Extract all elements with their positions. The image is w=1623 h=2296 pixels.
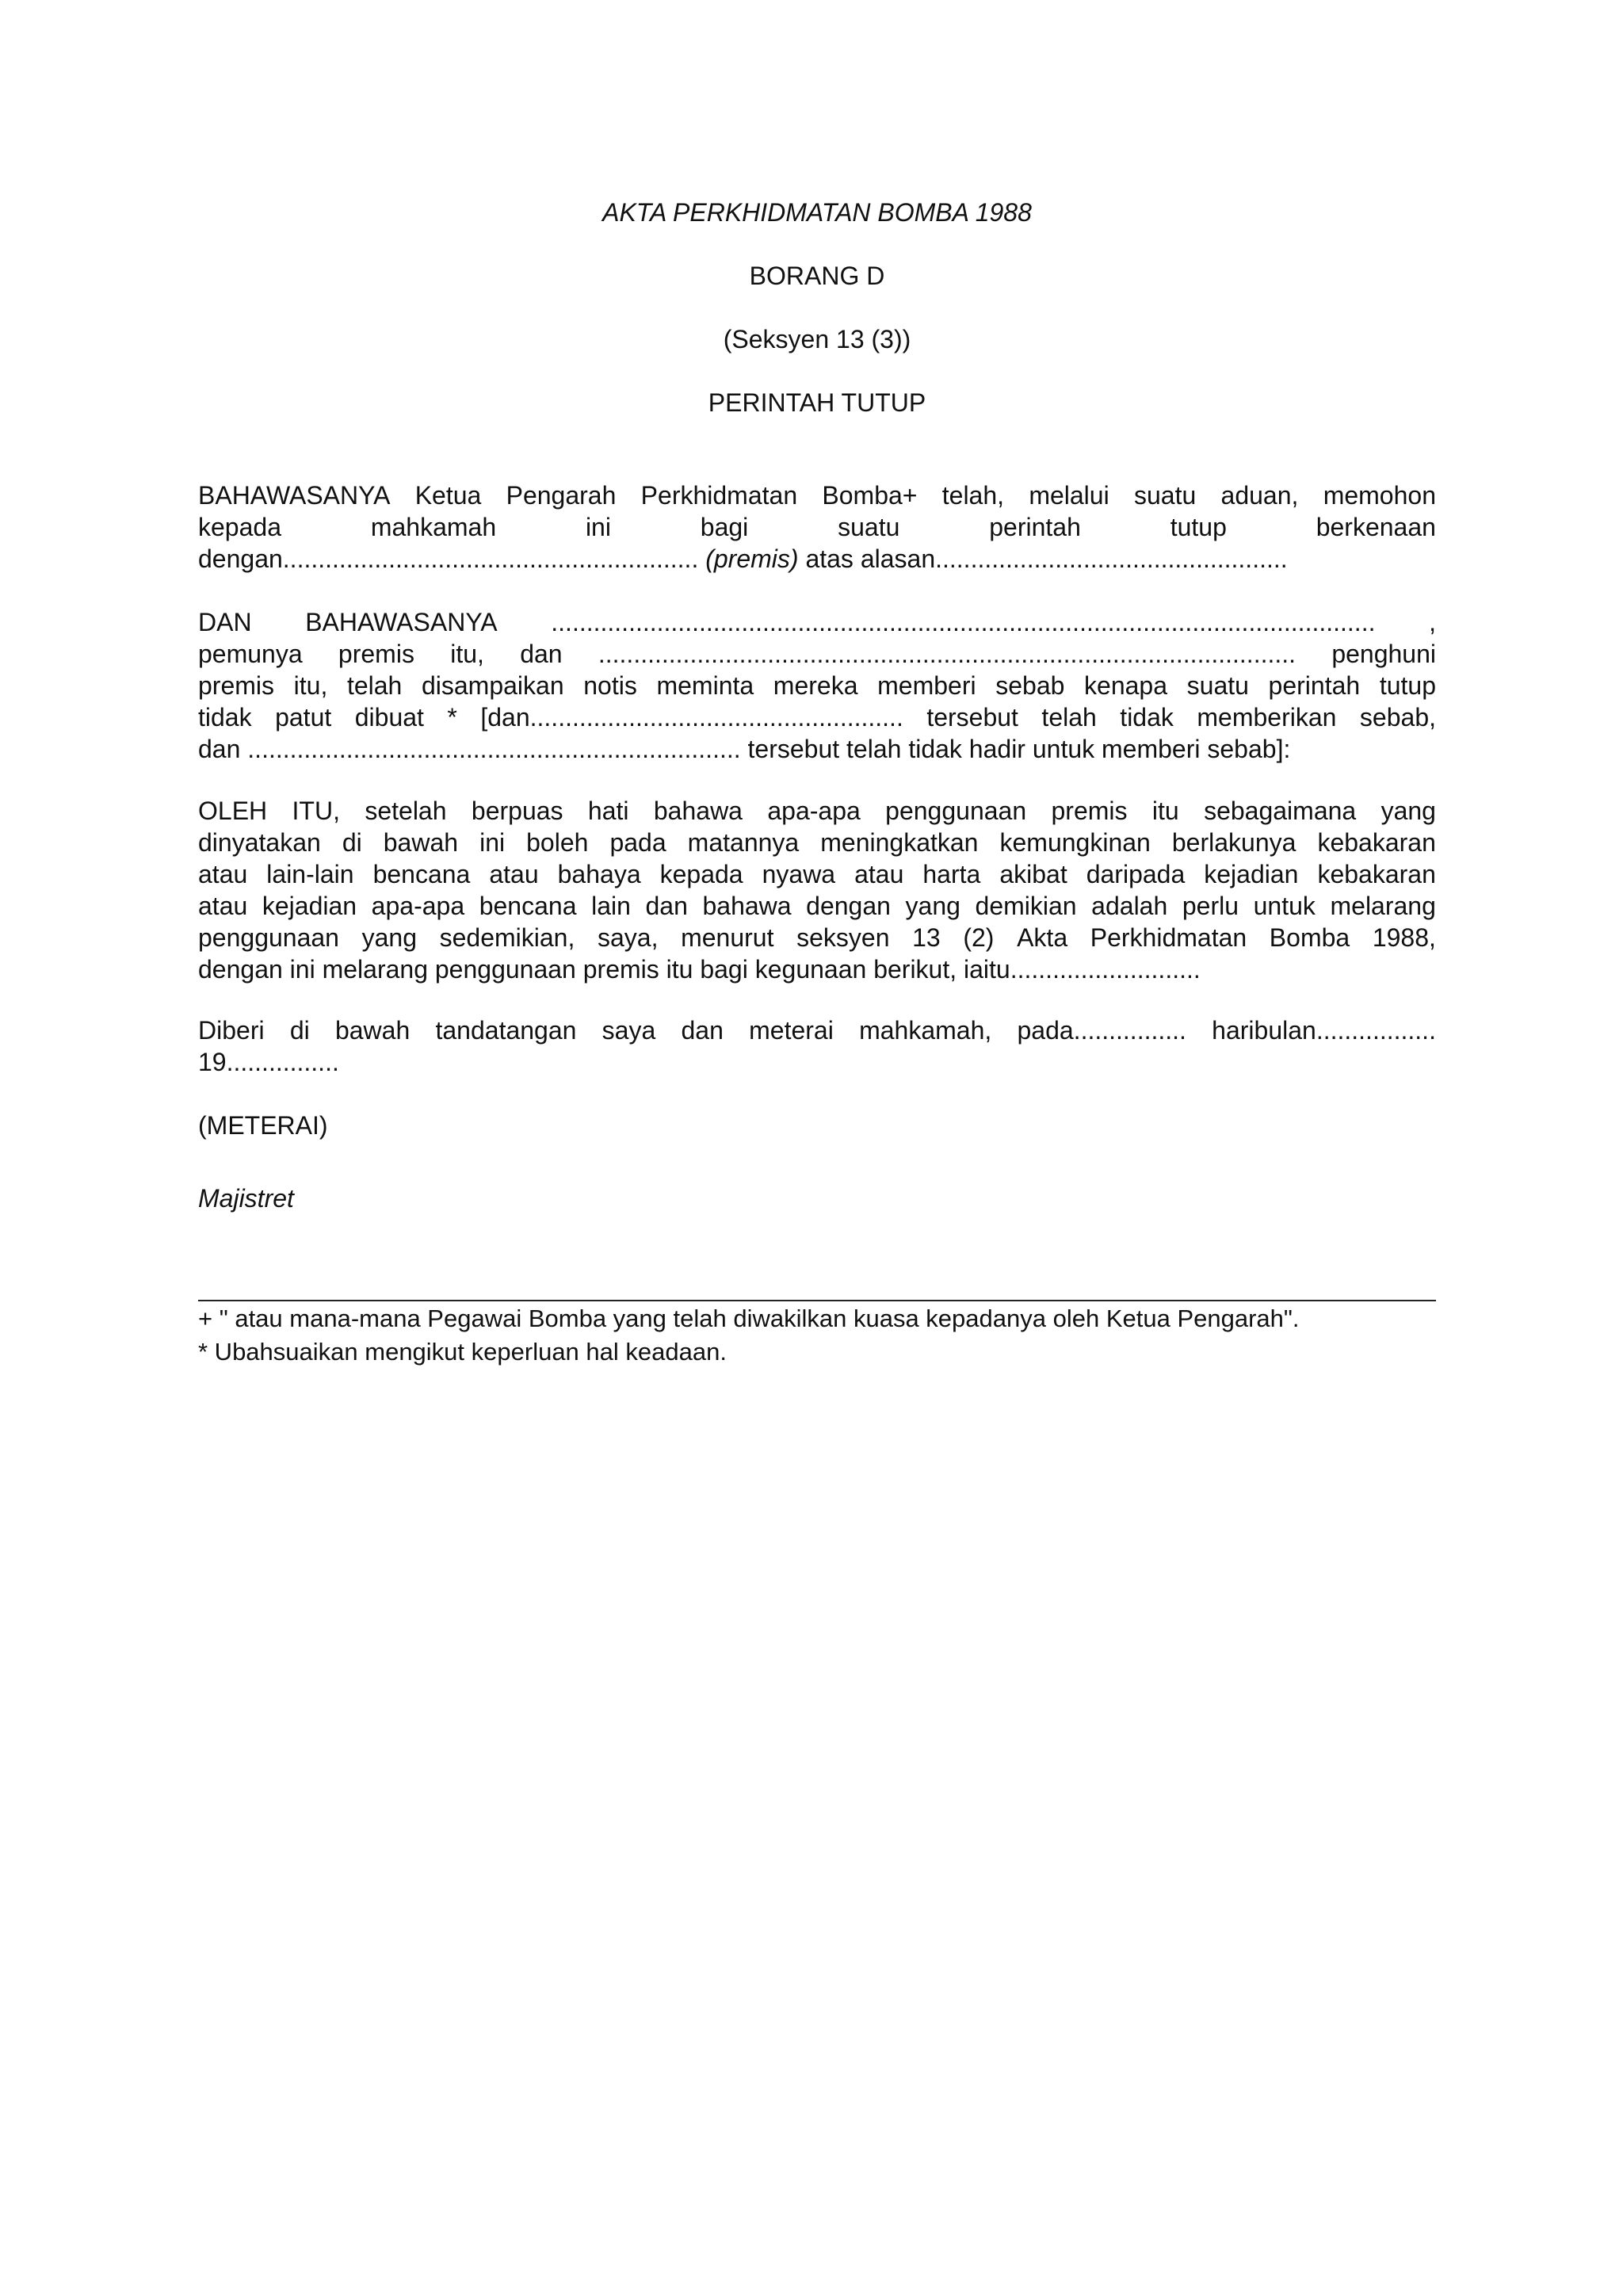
- word: nyawa: [762, 860, 836, 888]
- word: di: [289, 1016, 310, 1045]
- word: BAHAWASANYA: [305, 608, 498, 636]
- word: tidak: [198, 703, 252, 732]
- word: memohon: [1323, 481, 1436, 510]
- word: harta: [922, 860, 981, 888]
- paragraph-bahawasanya: [198, 479, 1436, 575]
- word: daripada: [1086, 860, 1186, 888]
- word: aduan,: [1220, 481, 1299, 510]
- word: berpuas: [471, 797, 563, 825]
- footnote-divider: [198, 1300, 1436, 1301]
- word: bawah: [334, 1016, 411, 1045]
- word: bahaya: [557, 860, 641, 888]
- word: BAHAWASANYA: [198, 481, 391, 510]
- paragraph-line: [198, 890, 1436, 922]
- word: demikian: [975, 892, 1077, 920]
- word: atau: [198, 860, 248, 888]
- word: [dan.....................................................: [480, 703, 903, 732]
- paragraph-line: [198, 795, 1436, 827]
- word: Diberi: [198, 1016, 265, 1045]
- word: Perkhidmatan: [640, 481, 798, 510]
- word: saya: [601, 1016, 656, 1045]
- word: sebab,: [1359, 703, 1436, 732]
- word: ini: [479, 828, 506, 857]
- word: premis: [1051, 797, 1128, 825]
- word: untuk: [1253, 892, 1316, 920]
- word: kepada: [198, 513, 281, 541]
- word: kejadian: [1204, 860, 1299, 888]
- word: matannya: [687, 828, 800, 857]
- word: apa-apa: [767, 797, 861, 825]
- paragraph-oleh-itu: [198, 795, 1436, 985]
- word: (2): [963, 923, 995, 952]
- word: Akta: [1017, 923, 1068, 952]
- word: dan: [681, 1016, 724, 1045]
- word: suatu: [838, 513, 900, 541]
- word: DAN: [198, 608, 252, 636]
- act-title: AKTA PERKHIDMATAN BOMBA 1988: [602, 198, 1032, 227]
- word: bencana: [372, 860, 471, 888]
- word: dinyatakan: [198, 828, 321, 857]
- seal-label: (METERAI): [198, 1111, 328, 1140]
- word: patut: [275, 703, 332, 732]
- word: telah: [1041, 703, 1097, 732]
- word: dan: [645, 892, 688, 920]
- paragraph-line: [198, 701, 1436, 733]
- word: setelah: [365, 797, 447, 825]
- word: bahawa: [653, 797, 743, 825]
- word: perintah: [1268, 671, 1361, 700]
- word: kenapa: [1084, 671, 1168, 700]
- word: atau: [854, 860, 904, 888]
- word: perlu: [1182, 892, 1239, 920]
- word: OLEH: [198, 797, 268, 825]
- word: .....................................................................................................................: [551, 608, 1376, 636]
- word: dengan: [806, 892, 891, 920]
- word: notis: [583, 671, 637, 700]
- word: tutup: [1170, 513, 1227, 541]
- word: melalui: [1029, 481, 1109, 510]
- word: menurut: [681, 923, 774, 952]
- word: suatu: [1186, 671, 1249, 700]
- word: mahkamah,: [859, 1016, 992, 1045]
- word: apa-apa: [371, 892, 465, 920]
- word: telah: [346, 671, 403, 700]
- word: premis: [338, 640, 414, 668]
- word: itu,: [293, 671, 328, 700]
- word: Bomba: [1269, 923, 1350, 952]
- word: bagi: [700, 513, 749, 541]
- word: 1988,: [1372, 923, 1436, 952]
- word: di: [342, 828, 362, 857]
- word: ITU,: [292, 797, 340, 825]
- paragraph-line: [198, 858, 1436, 890]
- signatory-label: Majistret: [198, 1184, 294, 1213]
- word: tersebut: [926, 703, 1018, 732]
- section-reference: (Seksyen 13 (3)): [723, 325, 911, 353]
- word: penghuni: [1331, 640, 1436, 668]
- word: Perkhidmatan: [1090, 923, 1247, 952]
- word: pemunya: [198, 640, 303, 668]
- word: sebab: [995, 671, 1065, 700]
- paragraph-line: [198, 479, 1436, 511]
- word: pada................: [1017, 1016, 1186, 1045]
- paragraph-text: dengan...........................................................: [198, 544, 706, 573]
- paragraph-line: [198, 606, 1436, 638]
- paragraph-diberi: [198, 1014, 1436, 1078]
- word: berkenaan: [1316, 513, 1436, 541]
- word: bawah: [383, 828, 459, 857]
- premis-term: (premis): [705, 544, 799, 573]
- paragraph-line: [198, 543, 1436, 575]
- paragraph-line: [198, 827, 1436, 858]
- word: tandatangan: [435, 1016, 577, 1045]
- word: tidak: [1120, 703, 1174, 732]
- word: yang: [1381, 797, 1436, 825]
- word: sebagaimana: [1204, 797, 1357, 825]
- paragraph-line: [198, 670, 1436, 701]
- word: suatu: [1133, 481, 1197, 510]
- word: saya,: [597, 923, 659, 952]
- word: kemungkinan: [999, 828, 1151, 857]
- order-title: PERINTAH TUTUP: [708, 388, 926, 417]
- word: meningkatkan: [820, 828, 979, 857]
- word: ini: [585, 513, 611, 541]
- word: berlakunya: [1171, 828, 1296, 857]
- footnote-star: * Ubahsuaikan mengikut keperluan hal keadaan.: [198, 1338, 727, 1366]
- word: atau: [489, 860, 539, 888]
- paragraph-text: atas alasan..................................................: [798, 544, 1288, 573]
- footnote-plus: + " atau mana-mana Pegawai Bomba yang telah diwakilkan kuasa kepadanya oleh Ketua Pengarah".: [198, 1305, 1300, 1332]
- word: akibat: [999, 860, 1067, 888]
- paragraph-line: [198, 638, 1436, 670]
- word: perintah: [989, 513, 1081, 541]
- word: yang: [905, 892, 960, 920]
- word: adalah: [1091, 892, 1168, 920]
- word: mahkamah: [370, 513, 497, 541]
- paragraph-line: [198, 1014, 1436, 1046]
- word: dan: [520, 640, 563, 668]
- word: telah,: [941, 481, 1005, 510]
- word: ...................................................................................................: [598, 640, 1296, 668]
- word: melarang: [1330, 892, 1436, 920]
- word: Bomba+: [822, 481, 918, 510]
- word: 13: [912, 923, 941, 952]
- word: yang: [361, 923, 417, 952]
- paragraph-line: [198, 511, 1436, 543]
- word: penggunaan: [885, 797, 1027, 825]
- word: kebakaran: [1317, 828, 1436, 857]
- word: meterai: [749, 1016, 834, 1045]
- word: hati: [587, 797, 629, 825]
- word: penggunaan: [198, 923, 339, 952]
- word: itu: [1151, 797, 1179, 825]
- word: kejadian: [262, 892, 357, 920]
- word: sedemikian,: [439, 923, 575, 952]
- word: seksyen: [796, 923, 890, 952]
- word: Ketua: [414, 481, 482, 510]
- word: premis: [198, 671, 275, 700]
- word: boleh: [526, 828, 589, 857]
- word: meminta: [656, 671, 754, 700]
- word: memberi: [877, 671, 976, 700]
- word: Pengarah: [506, 481, 617, 510]
- word: lain-lain: [266, 860, 354, 888]
- word: kepada: [659, 860, 743, 888]
- word: tutup: [1379, 671, 1436, 700]
- word: ,: [1429, 608, 1436, 636]
- paragraph-line: dan ...................................................................... tersebut telah tidak hadir untuk memberi sebab]:: [198, 735, 1291, 763]
- paragraph-dan-bahawasanya: [198, 606, 1436, 765]
- word: kebakaran: [1317, 860, 1436, 888]
- word: atau: [198, 892, 248, 920]
- word: bahawa: [702, 892, 792, 920]
- word: dibuat: [354, 703, 424, 732]
- word: mereka: [773, 671, 858, 700]
- paragraph-line: [198, 922, 1436, 953]
- form-label: BORANG D: [749, 262, 885, 290]
- word: disampaikan: [421, 671, 564, 700]
- word: haribulan.................: [1212, 1016, 1436, 1045]
- word: memberikan: [1197, 703, 1337, 732]
- word: lain: [591, 892, 631, 920]
- paragraph-line: 19................: [198, 1048, 339, 1076]
- word: itu,: [450, 640, 484, 668]
- paragraph-line: dengan ini melarang penggunaan premis itu bagi kegunaan berikut, iaitu...........................: [198, 955, 1201, 984]
- word: pada: [609, 828, 666, 857]
- word: *: [447, 703, 457, 732]
- word: bencana: [479, 892, 577, 920]
